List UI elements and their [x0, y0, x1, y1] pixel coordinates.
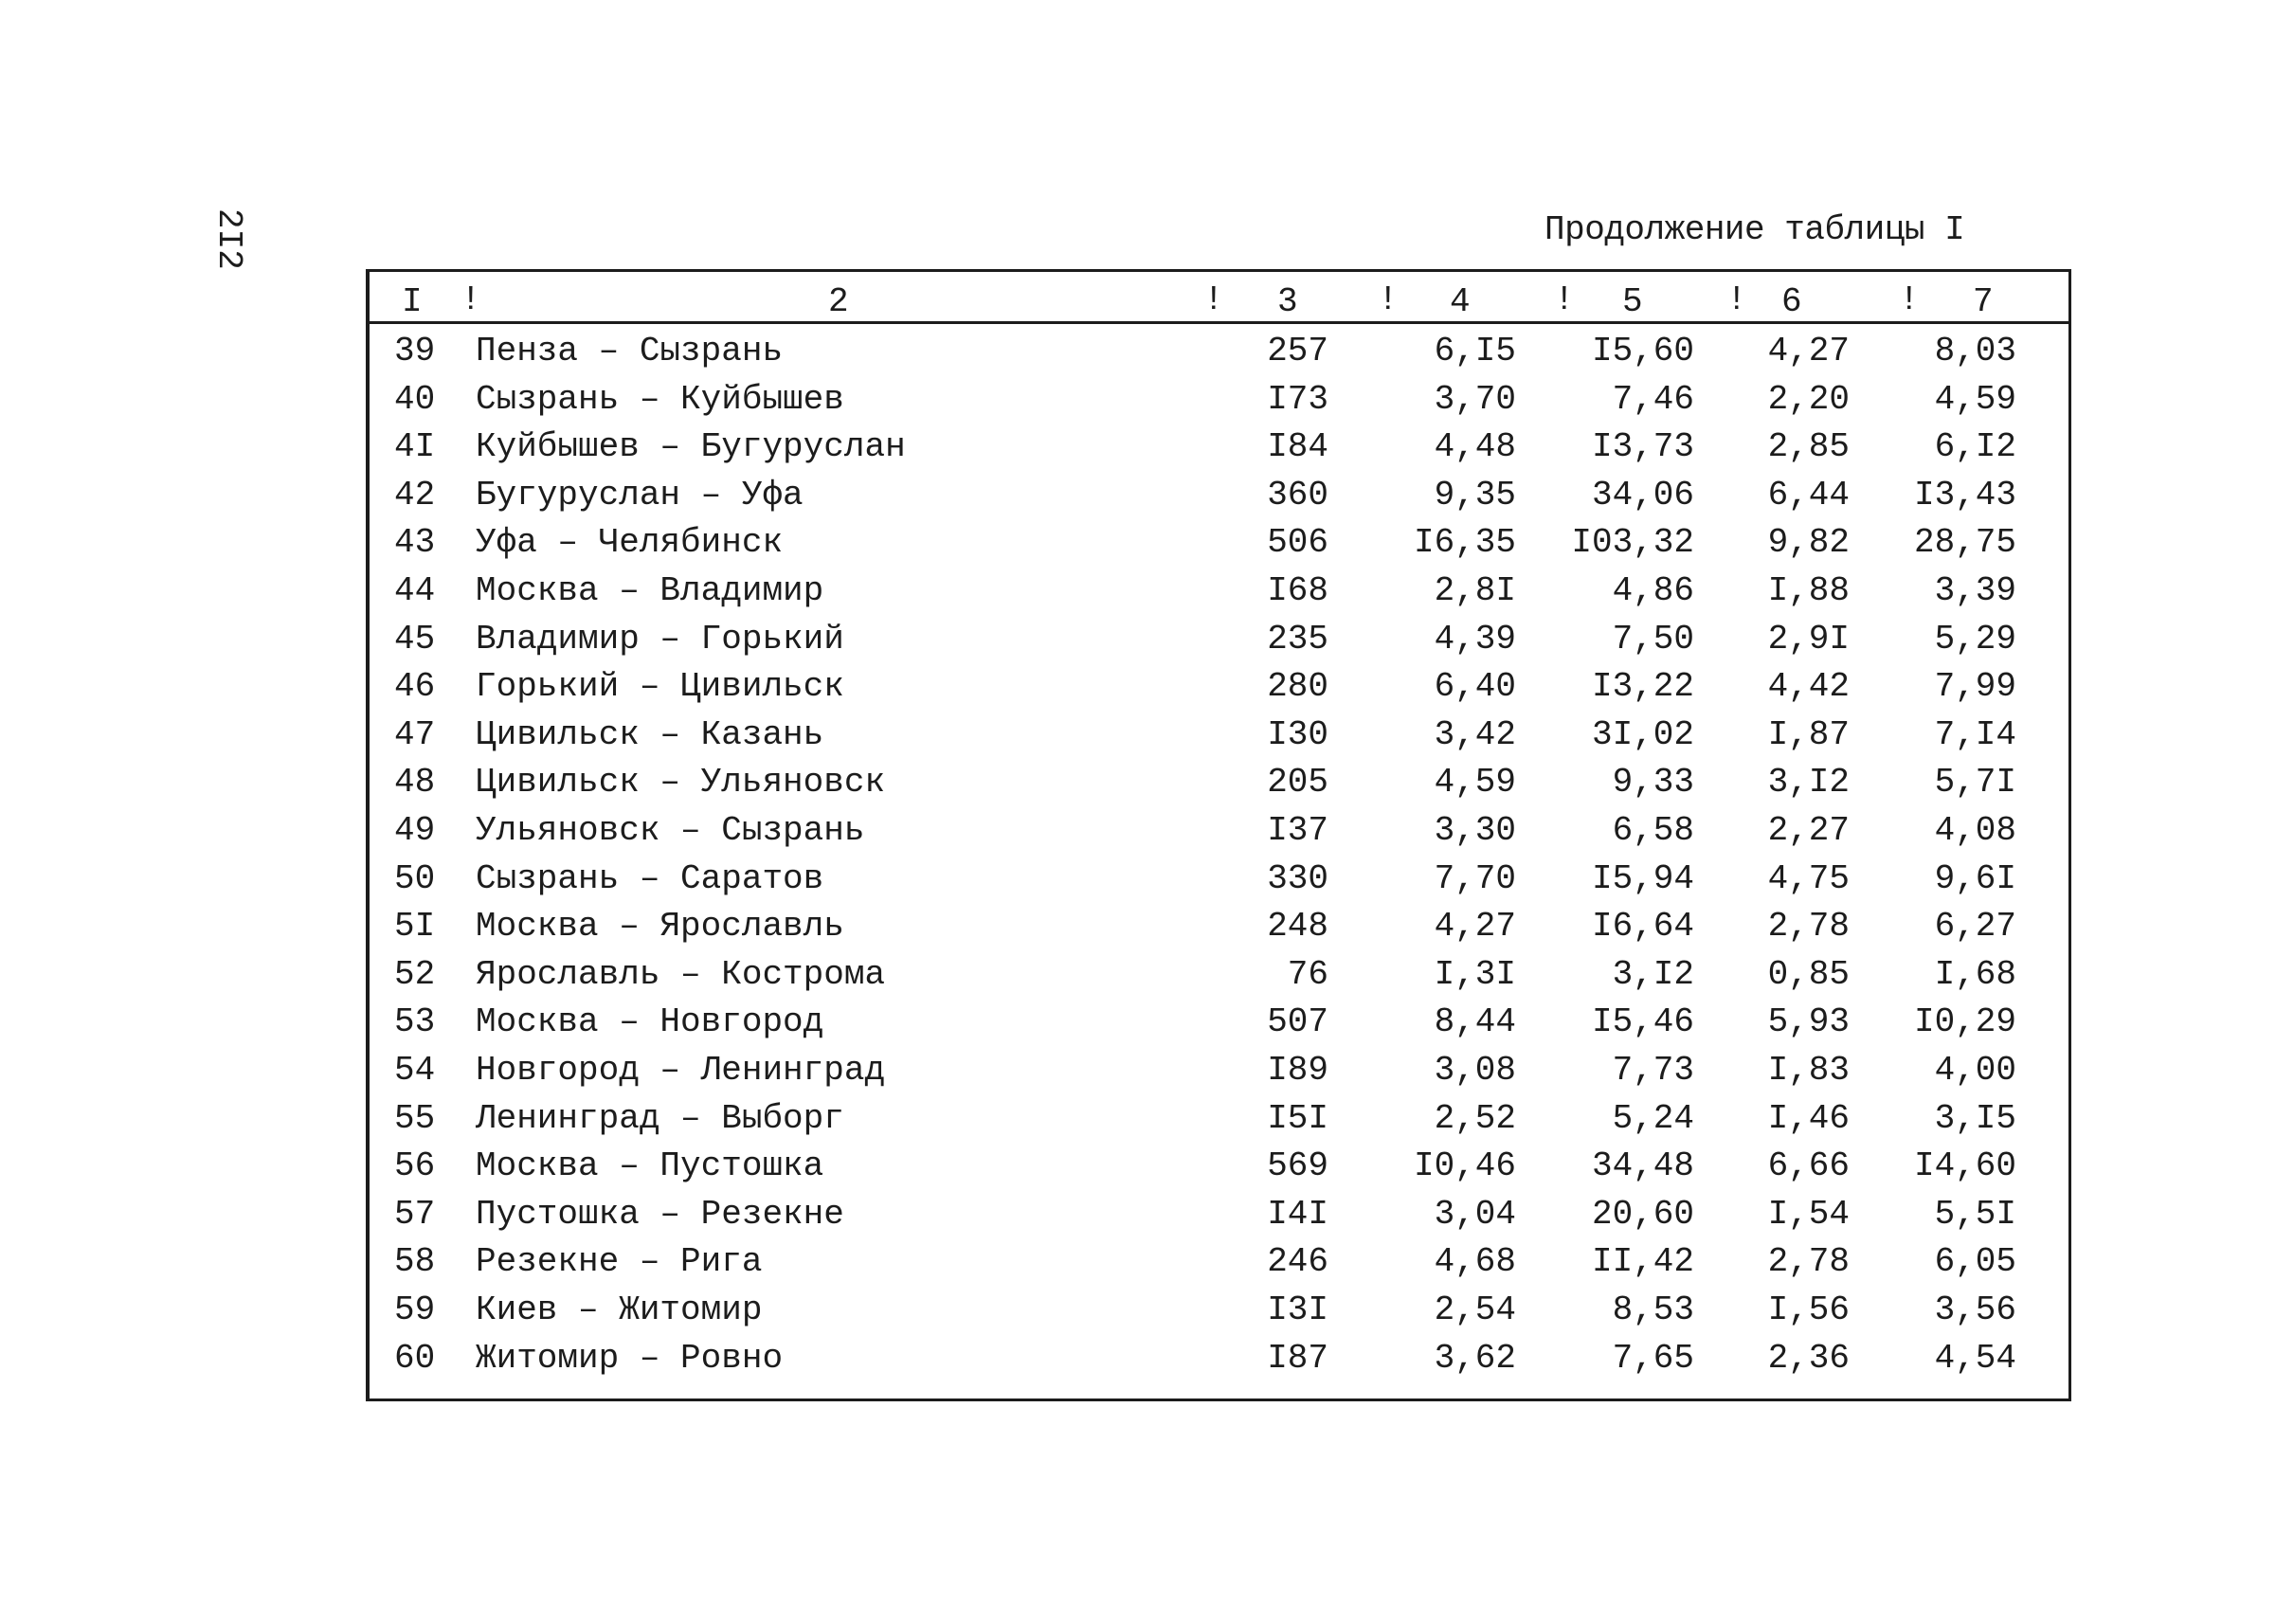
col-4-value: 3,70	[1434, 379, 1516, 419]
col-5-value: I03,32	[1571, 523, 1694, 563]
col-4-value: 3,04	[1434, 1194, 1516, 1234]
col-7-value: 5,29	[1934, 619, 2016, 659]
table-row	[370, 1290, 2068, 1342]
col-7-value: I,68	[1934, 954, 2016, 994]
header-col-5: 5	[1622, 282, 1643, 321]
col-4-value: 4,59	[1434, 763, 1516, 803]
table-row	[370, 1194, 2068, 1246]
route-name: Москва – Новгород	[476, 1002, 824, 1042]
col-6-value: I,46	[1767, 1098, 1850, 1138]
col-6-value: I,56	[1767, 1290, 1850, 1329]
col-3-value: I37	[1267, 811, 1328, 850]
table-row	[370, 907, 2068, 958]
route-name: Цивильск – Ульяновск	[476, 763, 886, 803]
col-5-value: I6,64	[1591, 907, 1694, 947]
col-6-value: I,54	[1767, 1194, 1850, 1234]
col-4-value: I,3I	[1434, 954, 1516, 994]
route-name: Уфа – Челябинск	[476, 523, 784, 563]
col-7-value: 6,27	[1934, 907, 2016, 947]
table-row	[370, 1146, 2068, 1198]
col-6-value: 2,20	[1767, 379, 1850, 419]
col-7-value: 5,5I	[1934, 1194, 2016, 1234]
route-name: Москва – Пустошка	[476, 1146, 824, 1186]
col-7-value: 4,54	[1934, 1338, 2016, 1378]
col-3-value: I73	[1267, 379, 1328, 419]
table-row	[370, 1098, 2068, 1150]
page-number: 2I2	[209, 208, 248, 270]
route-name: Сызрань – Саратов	[476, 858, 824, 898]
col-7-value: 5,7I	[1934, 763, 2016, 803]
col-4-value: 2,54	[1434, 1290, 1516, 1329]
header-separator: !	[1378, 280, 1399, 319]
col-4-value: 4,27	[1434, 907, 1516, 947]
col-5-value: 7,50	[1612, 619, 1694, 659]
col-3-value: 360	[1267, 475, 1328, 514]
header-separator: !	[1899, 280, 1920, 319]
col-3-value: 257	[1267, 332, 1328, 370]
col-3-value: 569	[1267, 1146, 1328, 1186]
col-5-value: 34,48	[1591, 1146, 1694, 1186]
col-7-value: 28,75	[1913, 523, 2016, 563]
row-number: 48	[394, 763, 436, 803]
row-number: 46	[394, 667, 436, 707]
col-5-value: I5,94	[1591, 858, 1694, 898]
header-col-2: 2	[828, 282, 849, 321]
route-name: Киев – Житомир	[476, 1290, 763, 1329]
col-5-value: 3,I2	[1612, 954, 1694, 994]
col-7-value: 7,I4	[1934, 714, 2016, 754]
col-5-value: I5,46	[1591, 1002, 1694, 1042]
col-4-value: 3,08	[1434, 1051, 1516, 1090]
col-6-value: 2,85	[1767, 427, 1850, 467]
header-divider	[370, 321, 2068, 324]
col-4-value: 3,30	[1434, 811, 1516, 850]
route-name: Резекне – Рига	[476, 1242, 763, 1282]
col-5-value: 3I,02	[1591, 714, 1694, 754]
row-number: 40	[394, 379, 436, 419]
col-6-value: I,87	[1767, 714, 1850, 754]
route-name: Сызрань – Куйбышев	[476, 379, 844, 419]
table-caption: Продолжение таблицы I	[1544, 210, 1965, 249]
col-4-value: 6,40	[1434, 667, 1516, 707]
route-name: Ярославль – Кострома	[476, 954, 886, 994]
col-3-value: I5I	[1267, 1098, 1328, 1138]
route-name: Житомир – Ровно	[476, 1338, 784, 1378]
col-7-value: I3,43	[1913, 475, 2016, 514]
col-6-value: 2,78	[1767, 1242, 1850, 1282]
row-number: 50	[394, 858, 436, 898]
table-row	[370, 475, 2068, 527]
col-7-value: 3,I5	[1934, 1098, 2016, 1138]
col-6-value: 6,66	[1767, 1146, 1850, 1186]
col-4-value: 9,35	[1434, 475, 1516, 514]
row-number: 39	[394, 332, 436, 370]
col-3-value: 280	[1267, 667, 1328, 707]
row-number: 44	[394, 571, 436, 610]
col-5-value: 6,58	[1612, 811, 1694, 850]
col-3-value: 246	[1267, 1242, 1328, 1282]
col-4-value: 7,70	[1434, 858, 1516, 898]
col-3-value: I84	[1267, 427, 1328, 467]
row-number: 52	[394, 954, 436, 994]
col-5-value: I5,60	[1591, 332, 1694, 370]
col-6-value: 2,78	[1767, 907, 1850, 947]
col-5-value: II,42	[1591, 1242, 1694, 1282]
col-5-value: I3,22	[1591, 667, 1694, 707]
table-row	[370, 1051, 2068, 1102]
col-4-value: I6,35	[1413, 523, 1516, 563]
col-7-value: 4,00	[1934, 1051, 2016, 1090]
table-row	[370, 1338, 2068, 1390]
col-7-value: I4,60	[1913, 1146, 2016, 1186]
col-7-value: I0,29	[1913, 1002, 2016, 1042]
col-6-value: 0,85	[1767, 954, 1850, 994]
col-4-value: 8,44	[1434, 1002, 1516, 1042]
col-5-value: 5,24	[1612, 1098, 1694, 1138]
table-row	[370, 714, 2068, 767]
col-4-value: 2,8I	[1434, 571, 1516, 610]
route-name: Бугуруслан – Уфа	[476, 475, 804, 514]
row-number: 5I	[394, 907, 436, 947]
table-row	[370, 427, 2068, 478]
table-row	[370, 334, 2068, 383]
col-7-value: 3,56	[1934, 1290, 2016, 1329]
col-3-value: 205	[1267, 763, 1328, 803]
col-6-value: I,88	[1767, 571, 1850, 610]
row-number: 49	[394, 811, 436, 850]
col-6-value: 4,75	[1767, 858, 1850, 898]
row-number: 4I	[394, 427, 436, 467]
row-number: 45	[394, 619, 436, 659]
row-number: 55	[394, 1098, 436, 1138]
table-row	[370, 619, 2068, 671]
header-col-6: 6	[1781, 282, 1802, 321]
route-name: Новгород – Ленинград	[476, 1051, 886, 1090]
col-4-value: 2,52	[1434, 1098, 1516, 1138]
col-4-value: 4,48	[1434, 427, 1516, 467]
header-col-1: I	[402, 282, 423, 321]
col-7-value: 7,99	[1934, 667, 2016, 707]
header-separator: !	[461, 280, 481, 319]
col-5-value: 7,73	[1612, 1051, 1694, 1090]
col-6-value: 6,44	[1767, 475, 1850, 514]
row-number: 47	[394, 714, 436, 754]
route-name: Ленинград – Выборг	[476, 1098, 844, 1138]
table-row	[370, 667, 2068, 718]
col-6-value: 3,I2	[1767, 763, 1850, 803]
header-col-3: 3	[1277, 282, 1298, 321]
row-number: 60	[394, 1338, 436, 1378]
col-5-value: 34,06	[1591, 475, 1694, 514]
table-row	[370, 1002, 2068, 1054]
table-row	[370, 858, 2068, 911]
col-7-value: 6,05	[1934, 1242, 2016, 1282]
col-7-value: 4,08	[1934, 811, 2016, 850]
col-3-value: 76	[1287, 954, 1328, 994]
header-col-7: 7	[1973, 282, 1994, 321]
row-number: 56	[394, 1146, 436, 1186]
route-name: Куйбышев – Бугуруслан	[476, 427, 906, 467]
header-col-4: 4	[1450, 282, 1471, 321]
row-number: 42	[394, 475, 436, 514]
col-3-value: I87	[1267, 1338, 1328, 1378]
route-name: Пенза – Сызрань	[476, 332, 784, 370]
col-5-value: 20,60	[1591, 1194, 1694, 1234]
col-6-value: 2,9I	[1767, 619, 1850, 659]
col-4-value: 3,42	[1434, 714, 1516, 754]
row-number: 59	[394, 1290, 436, 1329]
header-separator: !	[1726, 280, 1747, 319]
col-4-value: 4,39	[1434, 619, 1516, 659]
header-separator: !	[1203, 280, 1224, 319]
col-4-value: 3,62	[1434, 1338, 1516, 1378]
col-7-value: 3,39	[1934, 571, 2016, 610]
row-number: 58	[394, 1242, 436, 1282]
col-3-value: I4I	[1267, 1194, 1328, 1234]
col-3-value: 235	[1267, 619, 1328, 659]
col-6-value: 4,42	[1767, 667, 1850, 707]
col-3-value: 506	[1267, 523, 1328, 563]
col-3-value: 248	[1267, 907, 1328, 947]
col-5-value: I3,73	[1591, 427, 1694, 467]
route-name: Пустошка – Резекне	[476, 1194, 844, 1234]
table-row	[370, 954, 2068, 1006]
col-3-value: 507	[1267, 1002, 1328, 1042]
col-3-value: I3I	[1267, 1290, 1328, 1329]
table-row	[370, 763, 2068, 814]
table-row	[370, 523, 2068, 574]
route-name: Цивильск – Казань	[476, 714, 824, 754]
col-4-value: 6,I5	[1434, 332, 1516, 370]
col-5-value: 7,46	[1612, 379, 1694, 419]
table-row	[370, 811, 2068, 862]
route-name: Москва – Ярославль	[476, 907, 844, 947]
data-table	[366, 269, 2071, 1401]
col-6-value: I,83	[1767, 1051, 1850, 1090]
table-row	[370, 1242, 2068, 1293]
col-5-value: 4,86	[1612, 571, 1694, 610]
col-7-value: 9,6I	[1934, 858, 2016, 898]
col-6-value: 2,27	[1767, 811, 1850, 850]
col-6-value: 4,27	[1767, 332, 1850, 370]
col-3-value: I89	[1267, 1051, 1328, 1090]
col-7-value: 4,59	[1934, 379, 2016, 419]
route-name: Горький – Цивильск	[476, 667, 844, 707]
route-name: Ульяновск – Сызрань	[476, 811, 865, 850]
col-5-value: 7,65	[1612, 1338, 1694, 1378]
route-name: Владимир – Горький	[476, 619, 844, 659]
table-row	[370, 379, 2068, 431]
row-number: 53	[394, 1002, 436, 1042]
row-number: 43	[394, 523, 436, 563]
col-3-value: I30	[1267, 714, 1328, 754]
col-4-value: I0,46	[1413, 1146, 1516, 1186]
col-4-value: 4,68	[1434, 1242, 1516, 1282]
header-separator: !	[1554, 280, 1575, 319]
col-7-value: 6,I2	[1934, 427, 2016, 467]
col-5-value: 9,33	[1612, 763, 1694, 803]
row-number: 57	[394, 1194, 436, 1234]
col-7-value: 8,03	[1934, 332, 2016, 370]
col-3-value: I68	[1267, 571, 1328, 610]
col-6-value: 2,36	[1767, 1338, 1850, 1378]
route-name: Москва – Владимир	[476, 571, 824, 610]
table-row	[370, 571, 2068, 623]
col-3-value: 330	[1267, 858, 1328, 898]
col-6-value: 9,82	[1767, 523, 1850, 563]
col-6-value: 5,93	[1767, 1002, 1850, 1042]
col-5-value: 8,53	[1612, 1290, 1694, 1329]
row-number: 54	[394, 1051, 436, 1090]
